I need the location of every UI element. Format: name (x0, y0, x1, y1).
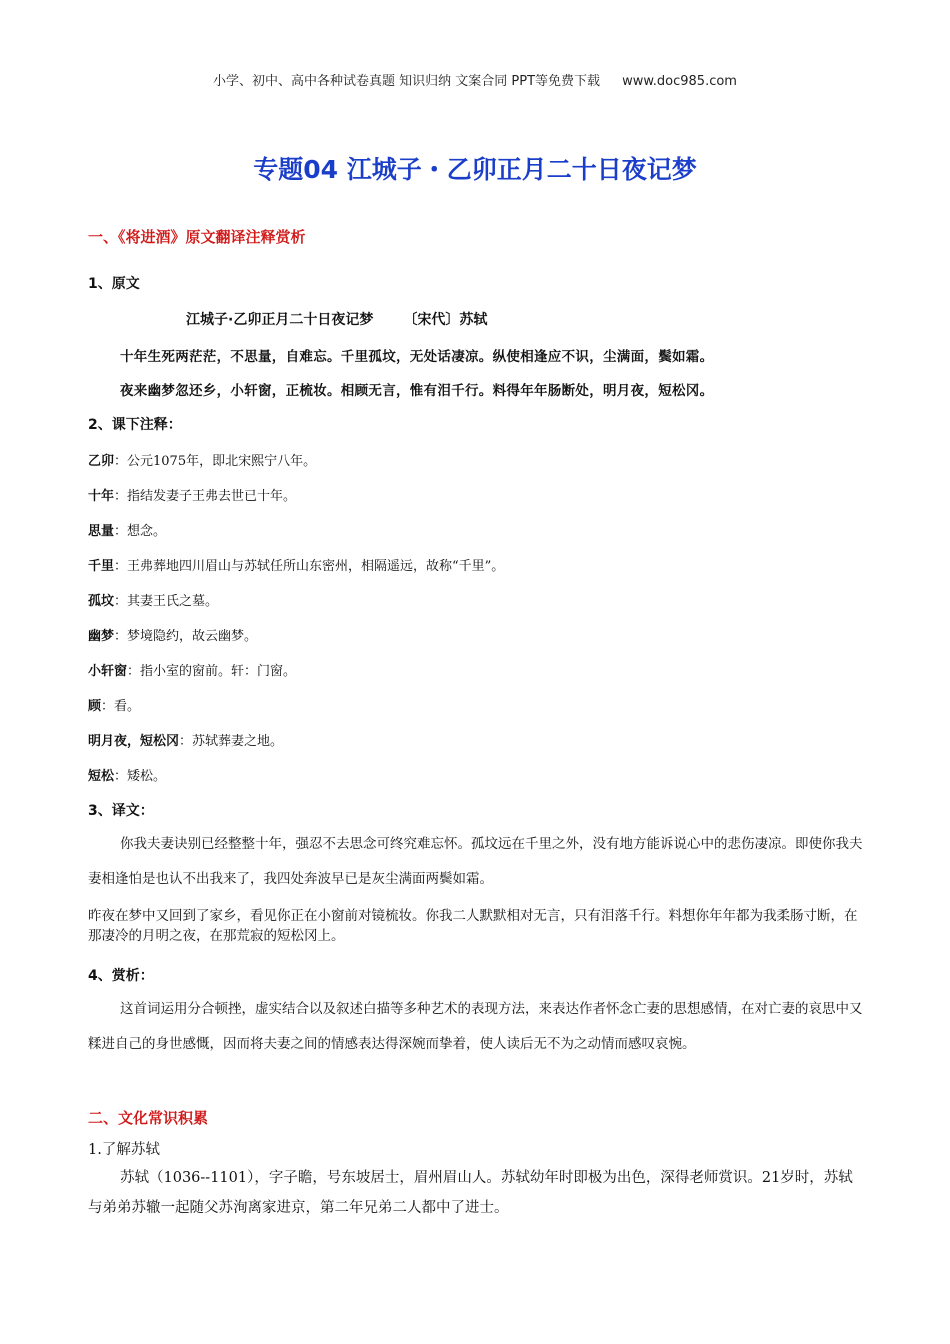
su-shi-subheading: 1.了解苏轼 (88, 1142, 160, 1158)
note-item (88, 730, 283, 749)
header-text: 小学、初中、高中各种试卷真题 知识归纳 文案合同 PPT等免费下载 (213, 74, 601, 89)
note-text: ：指小室的窗前。轩：门窗。 (127, 664, 297, 679)
note-item (88, 450, 316, 469)
page-header (0, 70, 950, 89)
appreciation-heading: 4、赏析： (88, 968, 154, 984)
poem-author: 〔宋代〕苏轼 (403, 312, 488, 328)
note-item (88, 590, 218, 609)
note-item (88, 555, 504, 574)
poem-title-line (186, 309, 487, 329)
note-text: ：其妻王氏之墓。 (114, 594, 219, 609)
note-term: 孤坟 (88, 594, 115, 609)
note-item (88, 695, 140, 714)
note-term: 小轩窗 (88, 664, 128, 679)
note-text: ：指结发妻子王弗去世已十年。 (114, 489, 297, 504)
note-item (88, 765, 166, 784)
note-term: 思量 (88, 524, 115, 539)
note-item (88, 485, 296, 504)
translation-heading: 3、译文： (88, 803, 154, 819)
note-term: 短松 (88, 769, 115, 784)
note-text: ：看。 (101, 699, 141, 714)
section1-heading: 一、《将进酒》原文翻译注释赏析 (88, 228, 306, 246)
note-term: 幽梦 (88, 629, 115, 644)
note-term: 乙卯 (88, 454, 115, 469)
notes-heading: 2、课下注释： (88, 417, 182, 433)
note-text: ：公元1075年，即北宋熙宁八年。 (114, 454, 317, 469)
note-text: ：苏轼葬妻之地。 (179, 734, 284, 749)
note-item (88, 520, 166, 539)
note-text: ：矮松。 (114, 769, 167, 784)
appreciation-paragraph: 这首词运用分合顿挫，虚实结合以及叙述白描等多种艺术的表现方法，来表达作者怀念亡妻的思想感情，在对亡妻的哀思中又糅进自己的身世感慨，因而将夫妻之间的情感表达得深婉而挚着，使人读后无不为之动情而感叹哀惋。 (88, 1001, 863, 1052)
note-term: 千里 (88, 559, 115, 574)
note-text: ：梦境隐约，故云幽梦。 (114, 629, 258, 644)
header-site-link[interactable]: www.doc985.com (622, 74, 737, 89)
note-item (88, 625, 257, 644)
translation-paragraph-2: 昨夜在梦中又回到了家乡，看见你正在小窗前对镜梳妆。你我二人默默相对无言，只有泪落千行。料想你年年都为我柔肠寸断，在那凄冷的月明之夜，在那荒寂的短松冈上。 (88, 908, 858, 944)
note-term: 明月夜，短松冈 (88, 734, 180, 749)
note-text: ：想念。 (114, 524, 167, 539)
document-title: 专题04 江城子・乙卯正月二十日夜记梦 (253, 155, 697, 184)
note-term: 顾 (88, 699, 102, 714)
su-shi-paragraph: 苏轼（1036--1101），字子瞻，号东坡居士，眉州眉山人。苏轼幼年时即极为出色，深得老师赏识。21岁时，苏轼与弟弟苏辙一起随父苏洵离家进京，第二年兄弟二人都中了进士。 (88, 1170, 853, 1216)
note-item (88, 660, 296, 679)
translation-paragraph-1: 你我夫妻诀别已经整整十年，强忍不去思念可终究难忘怀。孤坟远在千里之外，没有地方能诉说心中的悲伤凄凉。即使你我夫妻相逢怕是也认不出我来了，我四处奔波早已是灰尘满面两鬓如霜。 (88, 836, 863, 887)
poem-line-1: 十年生死两茫茫，不思量，自难忘。千里孤坟，无处话凄凉。纵使相逢应不识，尘满面，鬓如霜。 (120, 349, 714, 365)
original-heading: 1、原文 (88, 276, 140, 292)
note-text: ：王弗葬地四川眉山与苏轼任所山东密州，相隔遥远，故称“千里”。 (114, 559, 505, 574)
note-term: 十年 (88, 489, 115, 504)
poem-title: 江城子·乙卯正月二十日夜记梦 (186, 312, 374, 328)
poem-line-2: 夜来幽梦忽还乡，小轩窗，正梳妆。相顾无言，惟有泪千行。料得年年肠断处，明月夜，短松冈。 (120, 383, 714, 399)
section2-heading: 二、文化常识积累 (88, 1109, 209, 1127)
